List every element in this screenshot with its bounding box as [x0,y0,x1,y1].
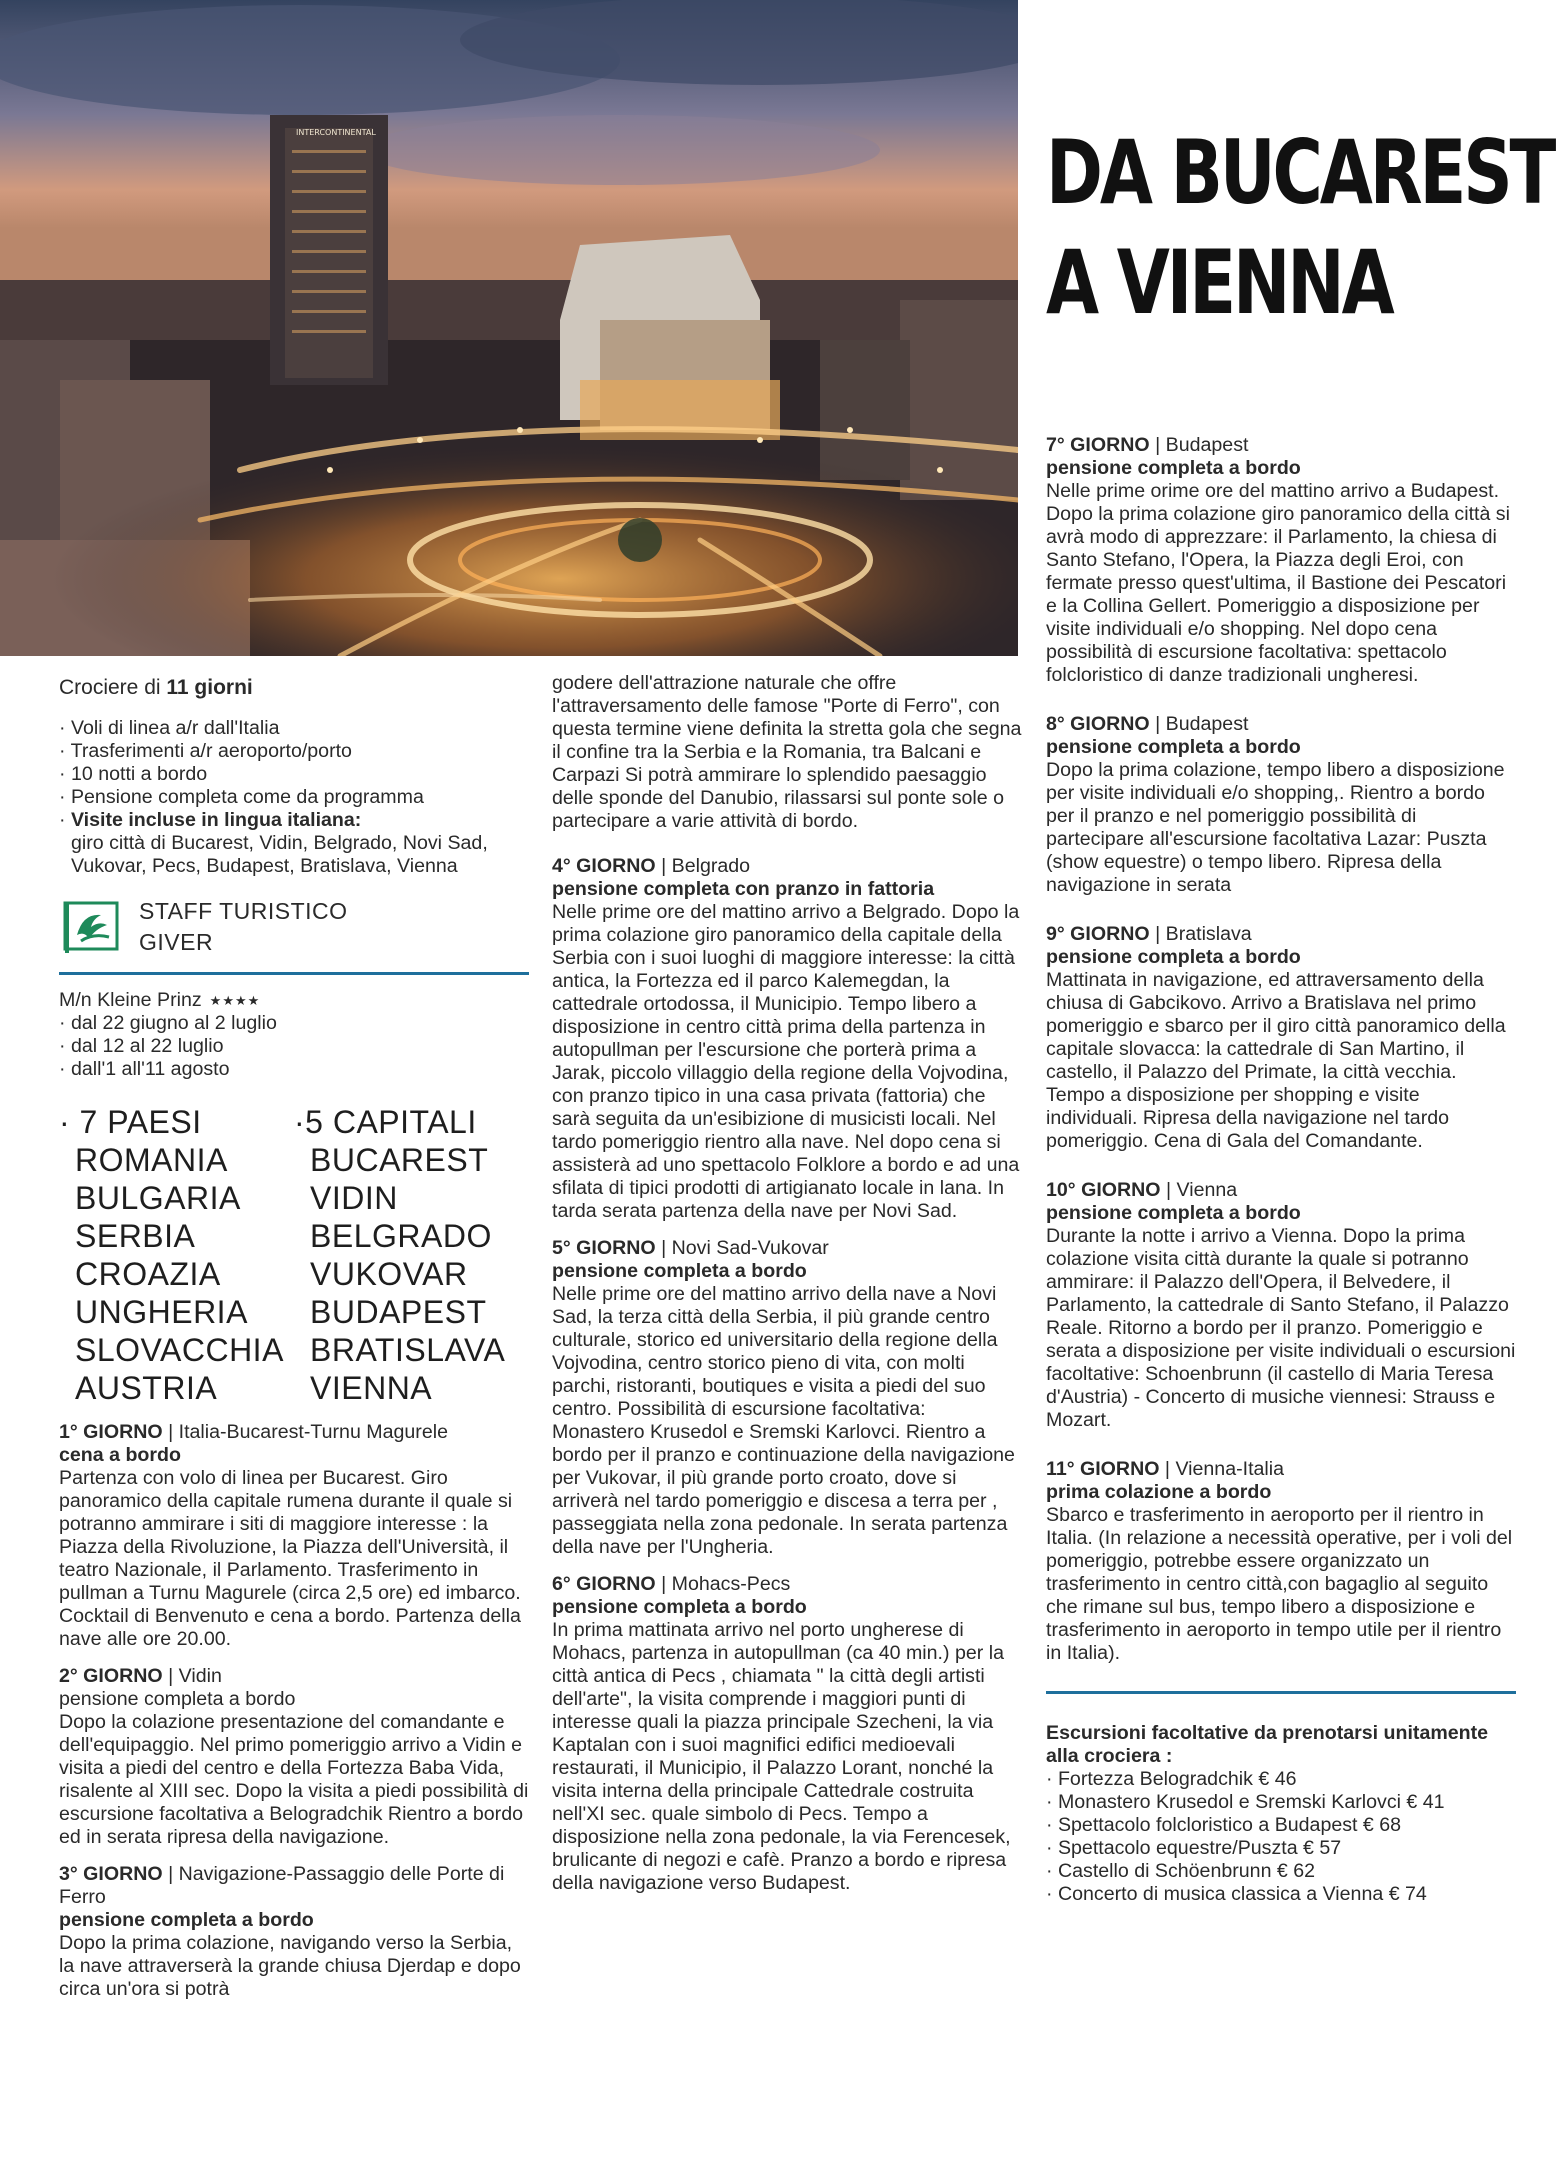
staff-line-1: STAFF TURISTICO [139,898,348,924]
excursion-item: · Spettacolo equestre/Puszta € 57 [1046,1837,1516,1860]
departure-dates [59,1012,529,1081]
optional-excursions [1046,1722,1516,1906]
excursion-item: · Fortezza Belogradchik € 46 [1046,1768,1516,1791]
column-left [59,672,529,2015]
countries-capitals [59,1103,529,1407]
inclusion-item: · Pensione completa come da programma [59,786,529,809]
capital-item: BUDAPEST [310,1294,487,1330]
giver-flag-icon [63,901,119,953]
capital-item: VIENNA [310,1370,433,1406]
excursions-title: Escursioni facoltative da prenotarsi unitamente alla crociera : [1046,1722,1489,1767]
page-title [1046,118,1554,338]
excursion-item: · Concerto di musica classica a Vienna € 74 [1046,1883,1516,1906]
day-8: 8° GIORNO | Budapest pensione completa a bordo Dopo la prima colazione, tempo libero a disposizione per visite individuali e/o shopping,. Rientro a bordo per il pranzo e nel pomeriggio possibilità di partecipare all'escursione facoltativa Lazar: Puszta (show equestre) o tempo libero. Ripresa della navigazione in serata [1046,713,1505,896]
ship-stars: ★★★★ [209,993,261,1008]
hero-cityscape-illustration [0,0,1018,656]
day-11: 11° GIORNO | Vienna-Italia prima colazione a bordo Sbarco e trasferimento in aeroporto per il rientro in Italia. (In relazione a necessità operative, per i voli del pomeriggio, potrebbe essere organizzato un trasferimento in centro città,con bagaglio al seguito che rimane sul bus, tempo libero a disposizione e trasferimento in aeroporto in tempo utile per il rientro in Italia). [1046,1458,1513,1664]
capital-item: BRATISLAVA [310,1332,506,1368]
inclusion-item: · 10 notti a bordo [59,763,529,786]
excursion-item: · Castello di Schöenbrunn € 62 [1046,1860,1516,1883]
capitals-list: ·5 CAPITALI BUCAREST VIDIN BELGRADO VUKOVAR BUDAPEST BRATISLAVA VIENNA [294,1103,529,1407]
country-item: ROMANIA [75,1142,228,1178]
staff-giver [59,896,529,958]
column-right [1046,434,1516,1906]
ship-name-row [59,989,529,1012]
day-6: 6° GIORNO | Mohacs-Pecs pensione completa a bordo In prima mattinata arrivo nel porto ungherese di Mohacs, partenza in autopullman (ca 40 min.) per la città antica di Pecs , chiamata " la città degli artisti dell'arte", la visita comprende i maggiori punti di interesse quali la piazza principale Szecheni, la via Kaptalan con i suoi magnifici edifici medioevali restaurati, il Municipio, il Palazzo Lorant, nonché la visita interna della principale Cattedrale costruita nell'XI sec. quale simbolo di Pecs. Tempo a disposizione nella zona pedonale, la via Ferencesek, brulicante di negozi e cafè. Pranzo a bordo e ripresa della navigazione verso Budapest. [552,1573,1011,1894]
capital-item: VUKOVAR [310,1256,468,1292]
divider-rule [59,972,529,975]
visits-included: · Visite incluse in lingua italiana: giro città di Bucarest, Vidin, Belgrado, Novi Sad, Vukovar, Pecs, Budapest, Bratislava, Vienna [59,809,529,878]
country-item: SLOVACCHIA [75,1332,284,1368]
excursion-item: · Monastero Krusedol e Sremski Karlovci € 41 [1046,1791,1516,1814]
day-1: 1° GIORNO | Italia-Bucarest-Turnu Magurele cena a bordo Partenza con volo di linea per Bucarest. Giro panoramico della capitale rumena durante il quale si potranno ammirare i siti di maggiore interesse : la Piazza della Rivoluzione, la Piazza dell'Università, il teatro Nazionale, il Parlamento. Trasferimento in pullman a Turnu Magurele (circa 2,5 ore) ed imbarco. Cocktail di Benvenuto e cena a bordo. Partenza della nave alle ore 20.00. [59,1421,521,1650]
inclusions-list [59,717,529,878]
day-10: 10° GIORNO | Vienna pensione completa a bordo Durante la notte i arrivo a Vienna. Dopo la prima colazione visita città durante la quale si potranno ammirare: il Palazzo dell'Opera, il Belvedere, il Parlamento, la cattedrale di Santo Stefano, il Palazzo Reale. Ritorno a bordo per il pranzo. Pomeriggio e serata a disposizione per visite individuali o escursioni facoltative: Schoenbrunn (il castello di Maria Teresa d'Austria) - Concerto di musiche viennesi: Strauss e Mozart. [1046,1179,1516,1431]
day-3-continued: godere dell'attrazione naturale che offre l'attraversamento delle famose "Porte di Ferro", con questa termine viene definita la stretta gola che segna il confine tra la Serbia e la Romania, tra Balcani e Carpazi Si potrà ammirare lo splendido paesaggio delle sponde del Danubio, rilassarsi sul ponte sole o partecipare a varie attività di bordo. [552,672,1022,832]
countries-list: · 7 PAESI ROMANIA BULGARIA SERBIA CROAZIA UNGHERIA SLOVACCHIA AUSTRIA [59,1103,294,1407]
day-9: 9° GIORNO | Bratislava pensione completa a bordo Mattinata in navigazione, ed attraversamento della chiusa di Gabcikovo. Arrivo a Bratislava nel primo pomeriggio e sbarco per il giro città panoramico della capitale slovacca: la cattedrale di San Martino, il castello, il Palazzo del Primate, la città vecchia. Tempo a disposizione per shopping e visite individuali. Ripresa della navigazione nel tardo pomeriggio. Cena di Gala del Comandante. [1046,923,1506,1152]
departure-date: · dall'1 all'11 agosto [59,1058,529,1081]
excursions-list [1046,1768,1516,1906]
country-item: SERBIA [75,1218,196,1254]
title-line-2: A VIENNA [1046,231,1392,334]
title-line-1: DA BUCAREST [1046,121,1554,224]
country-item: CROAZIA [75,1256,221,1292]
hotel-sign: INTERCONTINENTAL [296,128,376,137]
day-4: 4° GIORNO | Belgrado pensione completa con pranzo in fattoria Nelle prime ore del mattino arrivo a Belgrado. Dopo la prima colazione giro panoramico della capitale della Serbia con i suoi luoghi di maggiore interesse: la città antica, la Fortezza ed il parco Kalemegdan, la cattedrale ortodossa, il Municipio. Tempo libero a disposizione in centro città prima della partenza in autopullman per l'escursione che porterà prima a Jarak, piccolo villaggio della regione della Vojvodina, con pranzo tipico in una casa privata (fattoria) che sarà seguita da un'esibizione di musicisti locali. Nel tardo pomeriggio rientro alla nave. Nel dopo cena si assisterà ad uno spettacolo Folklore a bordo e ad una sfilata di tipici prodotti di artigianato locale in lana. In tarda serata partenza della nave per Novi Sad. [552,855,1020,1222]
staff-line-2: GIVER [139,929,214,955]
departure-date: · dal 22 giugno al 2 luglio [59,1012,529,1035]
day-3: 3° GIORNO | Navigazione-Passaggio delle Porte di Ferro pensione completa a bordo Dopo la prima colazione, navigando verso la Serbia, la nave attraverserà la grande chiusa Djerdap e dopo circa un'ora si potrà [59,1863,521,2000]
cruise-duration: Crociere di 11 giorni [59,676,253,699]
day-7: 7° GIORNO | Budapest pensione completa a bordo Nelle prime orime ore del mattino arrivo a Budapest. Dopo la prima colazione giro panoramico della città si avrà modo di apprezzare: il Parlamento, la chiesa di Santo Stefano, l'Opera, la Piazza degli Eroi, con fermate presso quest'ultima, il Bastione dei Pescatori e la Collina Gellert. Pomeriggio a disposizione per visite individuali e/o shopping. Nel dopo cena possibilità di escursione facoltativa: spettacolo folcloristico di danze tradizionali ungheresi. [1046,434,1510,686]
inclusion-item: · Voli di linea a/r dall'Italia [59,717,529,740]
inclusion-item: · Trasferimenti a/r aeroporto/porto [59,740,529,763]
hero-photo-bucharest [0,0,1018,656]
capital-item: BELGRADO [310,1218,492,1254]
column-middle [552,672,1022,1909]
country-item: BULGARIA [75,1180,241,1216]
country-item: UNGHERIA [75,1294,248,1330]
day-2: 2° GIORNO | Vidin pensione completa a bordo Dopo la colazione presentazione del comandante e dell'equipaggio. Nel primo pomeriggio arrivo a Vidin e visita a piedi del centro e della Fortezza Baba Vida, risalente al XIII sec. Dopo la visita a piedi possibilità di escursione facoltativa a Belogradchik Rientro a bordo ed in serata ripresa della navigazione. [59,1665,529,1848]
day-5: 5° GIORNO | Novi Sad-Vukovar pensione completa a bordo Nelle prime ore del mattino arrivo della nave a Novi Sad, la terza città della Serbia, il più grande centro culturale, storico ed universitario della regione della Vojvodina, centro storico pieno di vita, con molti parchi, ristoranti, boutiques e visita a piedi del suo centro. Possibilità di escursione facoltativa: Monastero Krusedol e Sremski Karlovci. Rientro a bordo per il pranzo e continuazione della navigazione per Vukovar, il più grande porto croato, dove si arriverà nel tardo pomeriggio e discesa a terra per , passeggiata nella zona pedonale. In serata partenza della nave per l'Ungheria. [552,1237,1015,1558]
divider-rule [1046,1691,1516,1694]
excursion-item: · Spettacolo folcloristico a Budapest € 68 [1046,1814,1516,1837]
departure-date: · dal 12 al 22 luglio [59,1035,529,1058]
ship-name: M/n Kleine Prinz [59,989,202,1011]
country-item: AUSTRIA [75,1370,218,1406]
capital-item: VIDIN [310,1180,398,1216]
capital-item: BUCAREST [310,1142,489,1178]
